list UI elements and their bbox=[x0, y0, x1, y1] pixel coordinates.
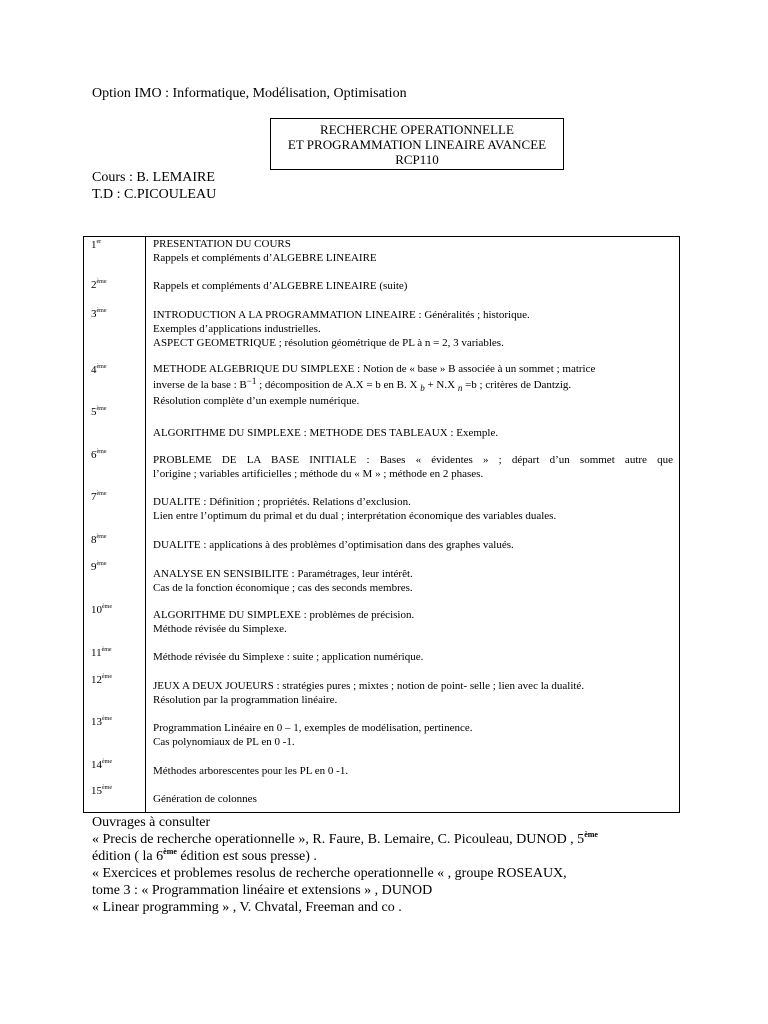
reference-1: « Precis de recherche operationnelle », R. Faure, B. Lemaire, C. Picouleau, DUNOD , 5ème bbox=[92, 830, 598, 847]
course-title-line-1: RECHERCHE OPERATIONNELLE bbox=[320, 122, 514, 137]
session-content: ALGORITHME DU SIMPLEXE : METHODE DES TABLEAUX : Exemple. bbox=[153, 427, 499, 439]
session-content: Méthode révisée du Simplexe : suite ; application numérique. bbox=[153, 651, 424, 663]
session-number: 13ème bbox=[91, 716, 112, 728]
reference-2-continued: tome 3 : « Programmation linéaire et extensions » , DUNOD bbox=[92, 883, 433, 898]
session-number: 3ème bbox=[91, 308, 107, 320]
session-content: Méthodes arborescentes pour les PL en 0 -1. bbox=[153, 765, 349, 777]
session-number: 4ème bbox=[91, 364, 107, 376]
column-divider bbox=[145, 237, 146, 812]
session-content: INTRODUCTION A LA PROGRAMMATION LINEAIRE : Généralités ; historique. Exemples d’applications industrielles. ASPECT GEOMETRIQUE ; résolution géométrique de PL à n = 2, 3 variables. bbox=[153, 309, 530, 349]
reference-1-continued: édition ( la 6ème édition est sous presse) . bbox=[92, 847, 317, 864]
session-number: 1er bbox=[91, 239, 102, 251]
session-number: 6ème bbox=[91, 449, 107, 461]
session-number: 7ème bbox=[91, 491, 107, 503]
reference-3: « Linear programming » , V. Chvatal, Freeman and co . bbox=[92, 900, 402, 915]
course-title-box bbox=[270, 118, 564, 170]
session-content: PROBLEME DE LA BASE INITIALE : Bases « évidentes » ; départ d’un sommet autre que l’origine ; variables artificielles ; méthode du « M » ; méthode en 2 phases. bbox=[153, 454, 673, 480]
session-number: 12ème bbox=[91, 674, 112, 686]
session-number: 8ème bbox=[91, 534, 107, 546]
session-content: Programmation Linéaire en 0 – 1, exemples de modélisation, pertinence. Cas polynomiaux de PL en 0 -1. bbox=[153, 722, 473, 748]
session-number: 15ème bbox=[91, 785, 112, 797]
session-number: 9ème bbox=[91, 561, 107, 573]
lecturer-line: Cours : B. LEMAIRE bbox=[92, 170, 215, 185]
schedule-table bbox=[83, 236, 680, 813]
session-content: JEUX A DEUX JOUEURS : stratégies pures ; mixtes ; notion de point- selle ; lien avec la dualité. Résolution par la programmation linéaire. bbox=[153, 680, 585, 706]
course-code: RCP110 bbox=[395, 152, 439, 167]
tutorial-line: T.D : C.PICOULEAU bbox=[92, 187, 217, 202]
session-content: Rappels et compléments d’ALGEBRE LINEAIRE (suite) bbox=[153, 280, 408, 292]
reference-2: « Exercices et problemes resolus de recherche operationnelle « , groupe ROSEAUX, bbox=[92, 866, 567, 881]
session-content: PRESENTATION DU COURS Rappels et compléments d’ALGEBRE LINEAIRE bbox=[153, 238, 377, 264]
course-title-line-2: ET PROGRAMMATION LINEAIRE AVANCEE bbox=[287, 137, 547, 152]
session-number: 11ème bbox=[91, 647, 112, 659]
session-content: ANALYSE EN SENSIBILITE : Paramétrages, leur intérêt. Cas de la fonction économique ; cas des seconds membres. bbox=[153, 568, 413, 594]
option-line: Option IMO : Informatique, Modélisation, Optimisation bbox=[92, 86, 407, 101]
session-number: 2ème bbox=[91, 279, 107, 291]
session-number: 5ème bbox=[91, 406, 107, 418]
session-content: Génération de colonnes bbox=[153, 793, 257, 805]
session-content: DUALITE : Définition ; propriétés. Relations d’exclusion. Lien entre l’optimum du primal et du dual ; interprétation économique des variables duales. bbox=[153, 496, 557, 522]
session-content: METHODE ALGEBRIQUE DU SIMPLEXE : Notion de « base » B associée à un sommet ; matrice inverse de la base : $B^{-1}$ ; décomposition de A.X = b en B. X $_b$ + N.X $_n$ =b ; critères de Dantzig. Résolution complète d’un exemple numérique. bbox=[153, 363, 596, 407]
session-number: 14ème bbox=[91, 759, 112, 771]
references-heading: Ouvrages à consulter bbox=[92, 815, 211, 830]
session-content: ALGORITHME DU SIMPLEXE : problèmes de précision. Méthode révisée du Simplexe. bbox=[153, 609, 415, 635]
session-content: DUALITE : applications à des problèmes d’optimisation dans des graphes valués. bbox=[153, 539, 514, 551]
session-number: 10ème bbox=[91, 604, 112, 616]
references-section bbox=[92, 814, 598, 916]
